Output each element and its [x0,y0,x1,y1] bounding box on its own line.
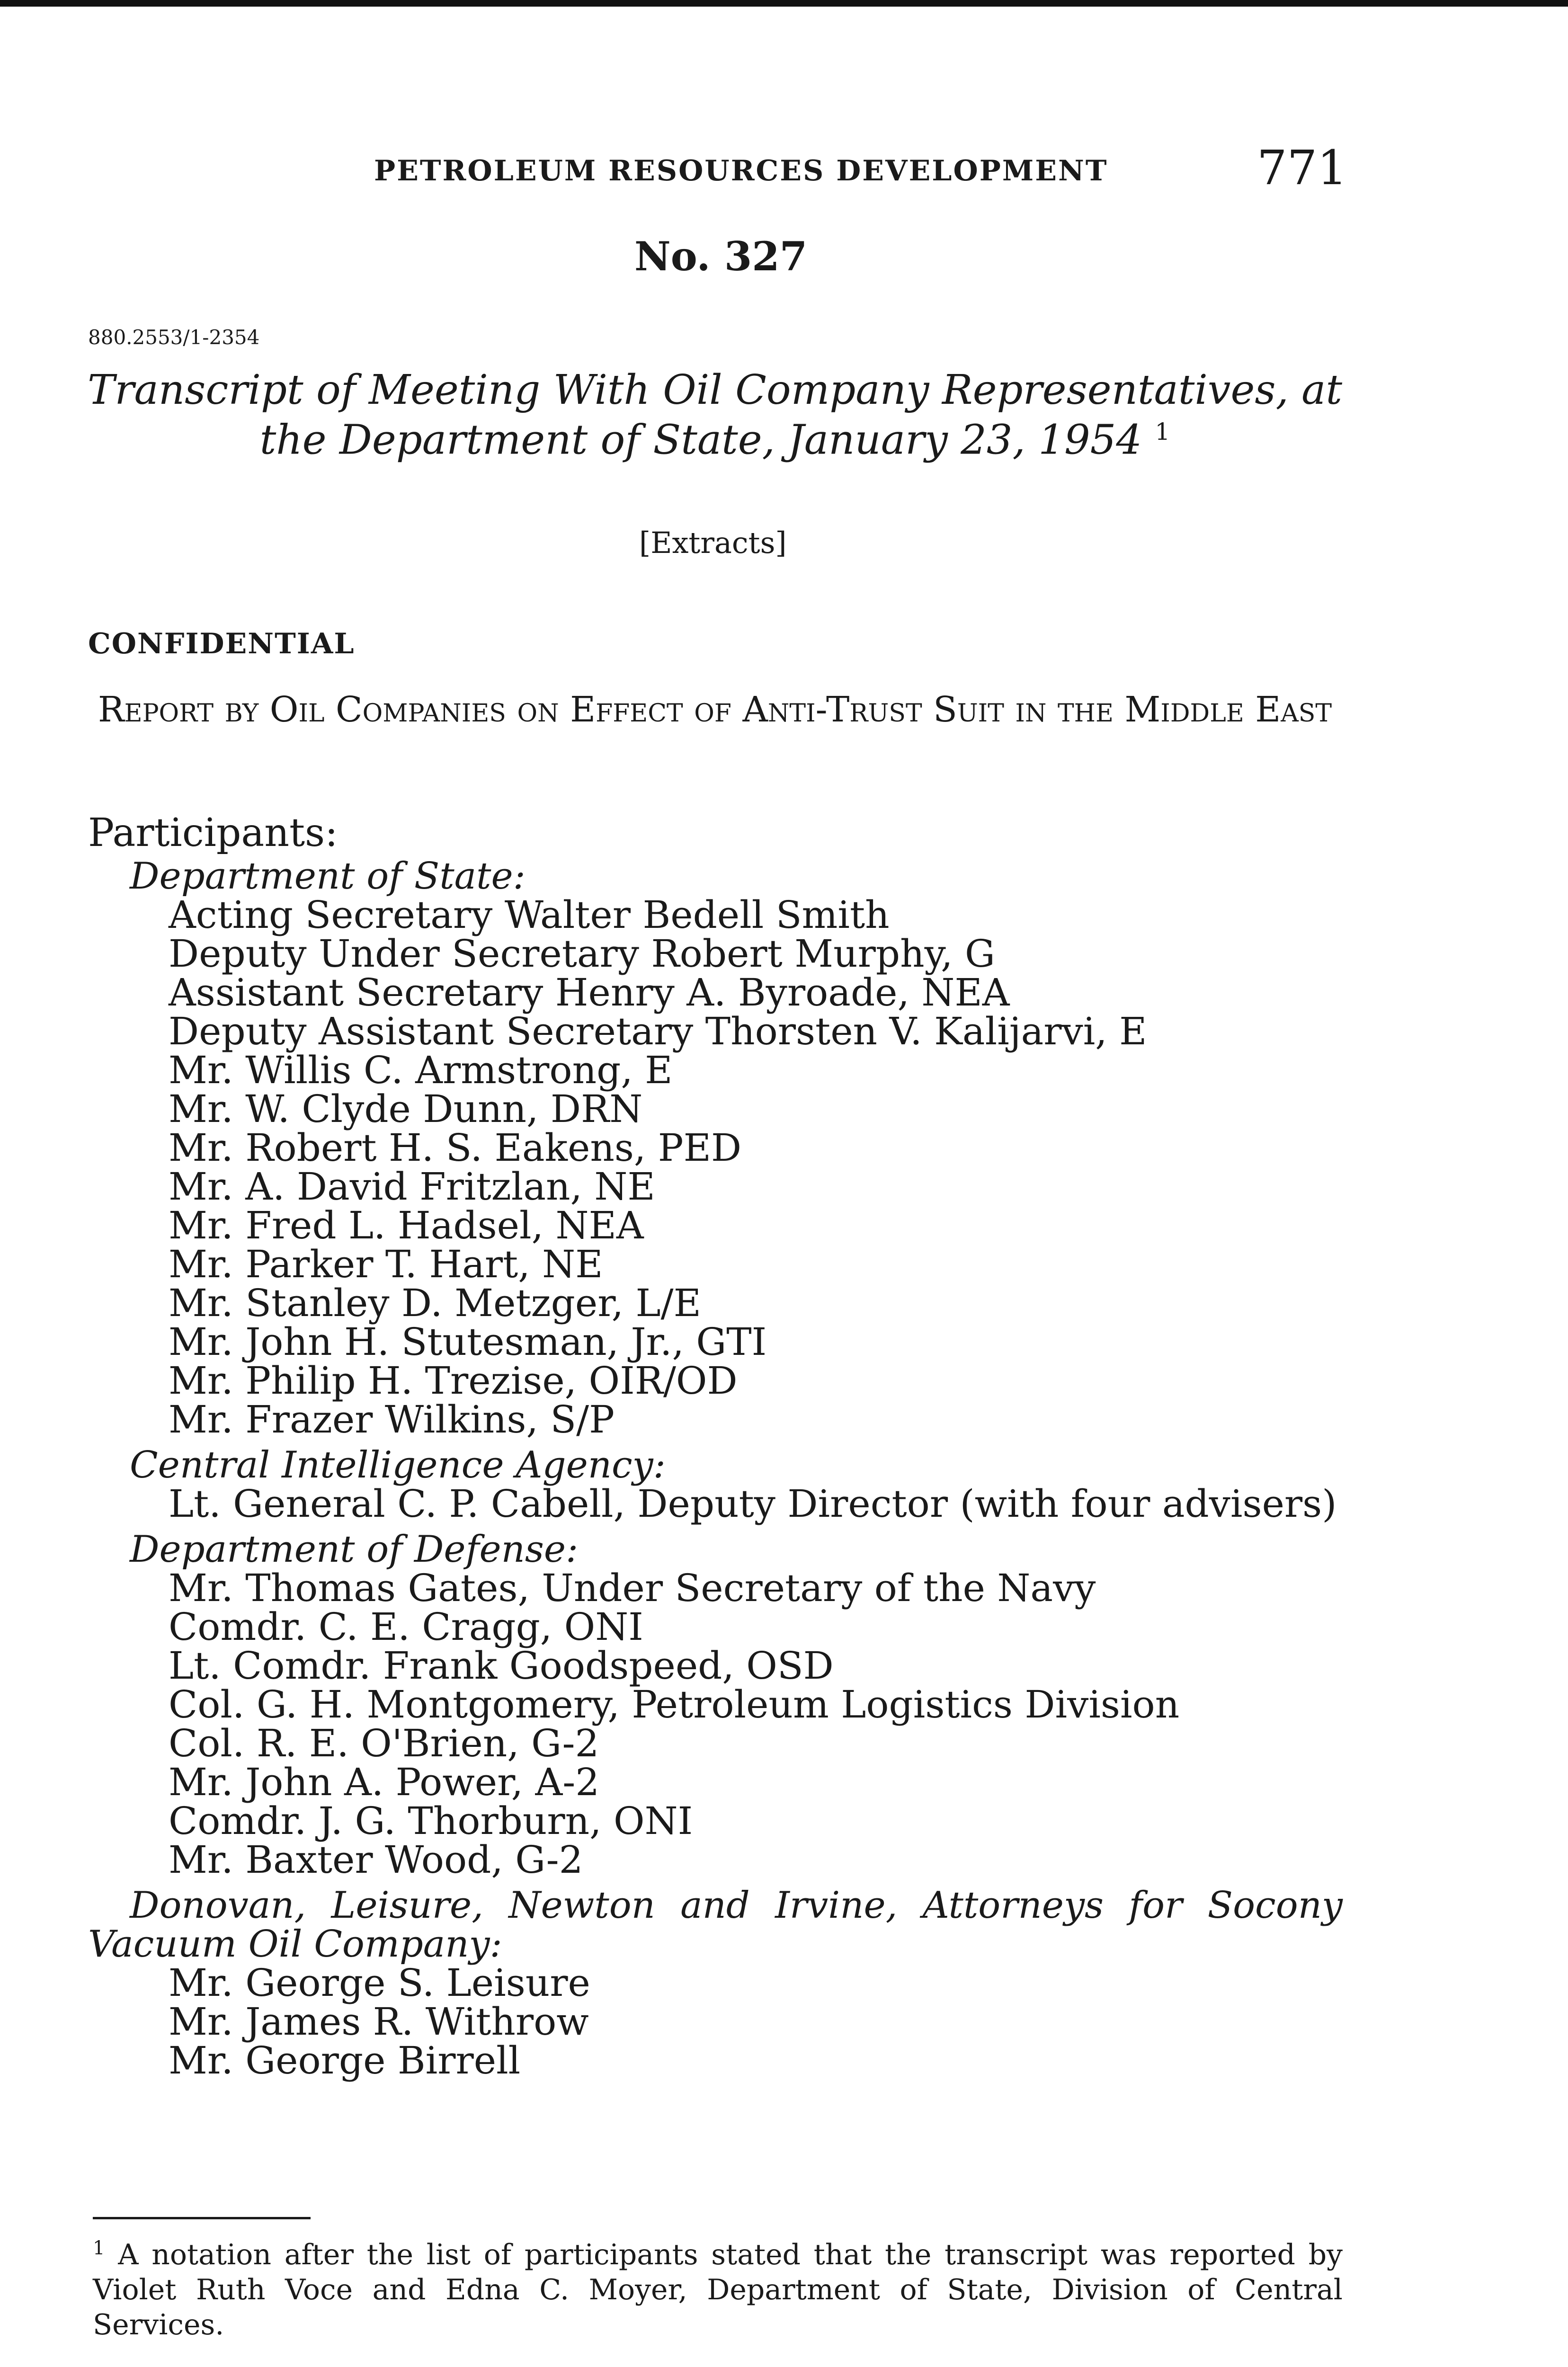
document-number: No. 327 [634,233,808,280]
report-heading: Report by Oil Companies on Effect of Anti-Trust Suit in the Middle East [98,689,1332,730]
participant-name: Mr. Stanley D. Metzger, L/E [169,1281,701,1325]
participant-name: Comdr. C. E. Cragg, ONI [169,1605,643,1649]
participant-name: Assistant Secretary Henry A. Byroade, NEA [169,970,1010,1014]
participant-name: Col. R. E. O'Brien, G-2 [169,1721,599,1765]
file-number: 880.2553/1-2354 [88,326,260,349]
extracts-label: [Extracts] [639,525,787,560]
participant-name: Lt. Comdr. Frank Goodspeed, OSD [169,1644,834,1688]
participant-name: Mr. Willis C. Armstrong, E [169,1048,673,1092]
document-title [85,366,1345,464]
document-title-text: Transcript of Meeting With Oil Company Representatives, at the Department of State, January 23, 1954 [87,366,1343,464]
group-title: Department of Defense: [130,1528,579,1571]
group-title: Department of State: [130,855,526,898]
footnote-divider [93,2217,311,2219]
participant-group-defense [88,1528,1343,1882]
group-title-line-2: Vacuum Oil Company: [88,1923,502,1966]
participant-name: Mr. George S. Leisure [169,1961,590,2005]
participant-name: Mr. W. Clyde Dunn, DRN [169,1087,643,1131]
group-title-line-1: Donovan, Leisure, Newton and Irvine, Attorneys for Socony [130,1884,1343,1927]
participants-list [88,857,1343,2087]
page-top-border [0,0,1568,7]
title-footnote-mark: 1 [1155,418,1170,445]
participant-name: Acting Secretary Walter Bedell Smith [169,893,890,937]
footnote [93,2231,1343,2342]
participant-name: Lt. General C. P. Cabell, Deputy Director (with four advisers) [169,1482,1337,1526]
group-title [88,1886,1343,1964]
participant-name: Mr. Thomas Gates, Under Secretary of the Navy [169,1566,1096,1610]
participant-name: Mr. Robert H. S. Eakens, PED [169,1126,742,1170]
participant-group-cia [88,1444,1343,1526]
footnote-text: A notation after the list of participants stated that the transcript was reported by Violet Ruth Voce and Edna C. Moyer, Department of State, Division of Central Services. [93,2238,1343,2341]
participant-name: Mr. John A. Power, A-2 [169,1760,600,1804]
participant-name: Col. G. H. Montgomery, Petroleum Logistics Division [169,1682,1180,1726]
classification-label: CONFIDENTIAL [88,627,355,660]
participant-name: Mr. Frazer Wilkins, S/P [169,1397,615,1442]
participants-label: Participants: [88,810,338,855]
page-number: 771 [1257,140,1347,196]
footnote-mark: 1 [93,2237,105,2259]
participant-name: Mr. Baxter Wood, G-2 [169,1838,583,1882]
participant-name: Mr. Philip H. Trezise, OIR/OD [169,1359,738,1403]
participant-name: Mr. Parker T. Hart, NE [169,1242,603,1286]
participant-group-state [88,855,1343,1442]
running-header: PETROLEUM RESOURCES DEVELOPMENT [374,154,1108,187]
participant-name: Deputy Assistant Secretary Thorsten V. Kalijarvi, E [169,1009,1147,1053]
participant-group-attorneys [88,1886,1343,2080]
participant-name: Mr. Fred L. Hadsel, NEA [169,1203,644,1247]
participant-name: Mr. George Birrell [169,2038,521,2082]
participant-name: Mr. A. David Fritzlan, NE [169,1165,655,1209]
participant-name: Mr. James R. Withrow [169,2000,589,2044]
group-title: Central Intelligence Agency: [130,1444,666,1486]
participant-name: Comdr. J. G. Thorburn, ONI [169,1799,693,1843]
participant-name: Mr. John H. Stutesman, Jr., GTI [169,1320,767,1364]
participant-name: Deputy Under Secretary Robert Murphy, G [169,932,995,976]
